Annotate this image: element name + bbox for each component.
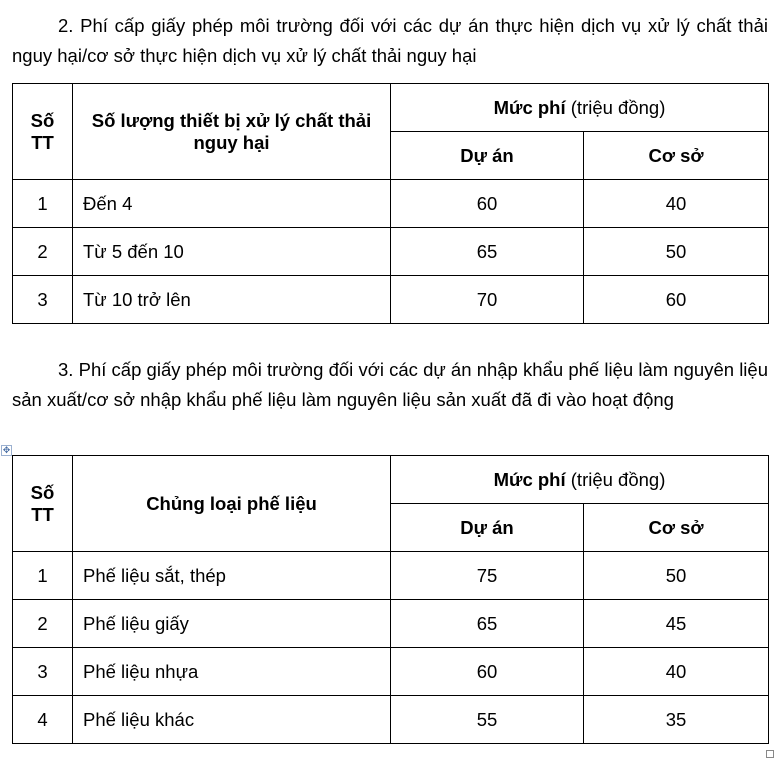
header-fee-unit: (triệu đồng) — [570, 96, 666, 118]
header-facility: Cơ sở — [584, 504, 769, 552]
cell-item: Phế liệu nhựa — [73, 648, 391, 696]
table-row — [13, 600, 769, 648]
cell-stt: 1 — [13, 552, 73, 600]
section-3-text: 3. Phí cấp giấy phép môi trường đối với các dự án nhập khẩu phế liệu làm nguyên liệu sản xuất/cơ sở nhập khẩu phế liệu làm nguyên liệu sản xuất đã đi vào hoạt động — [12, 358, 768, 410]
header-project: Dự án — [391, 132, 584, 180]
header-stt: Số TT — [13, 84, 73, 180]
header-fee-label: Mức phí — [493, 468, 566, 490]
header-fee — [391, 456, 769, 504]
header-fee-unit: (triệu đồng) — [570, 468, 666, 490]
cell-stt: 1 — [13, 180, 73, 228]
cell-project: 75 — [391, 552, 584, 600]
section-2-text: 2. Phí cấp giấy phép môi trường đối với các dự án thực hiện dịch vụ xử lý chất thải nguy hại/cơ sở thực hiện dịch vụ xử lý chất thải nguy hại — [12, 14, 768, 66]
cell-facility: 40 — [584, 180, 769, 228]
cell-project: 65 — [391, 228, 584, 276]
section-2-paragraph — [12, 11, 768, 71]
cell-facility: 50 — [584, 552, 769, 600]
cell-stt: 4 — [13, 696, 73, 744]
cell-project: 55 — [391, 696, 584, 744]
cell-item: Phế liệu giấy — [73, 600, 391, 648]
cell-facility: 45 — [584, 600, 769, 648]
cell-project: 65 — [391, 600, 584, 648]
fee-table-scrap-import — [12, 455, 769, 744]
header-fee — [391, 84, 769, 132]
cell-project: 60 — [391, 180, 584, 228]
cell-facility: 35 — [584, 696, 769, 744]
header-item: Số lượng thiết bị xử lý chất thải nguy hại — [73, 84, 391, 180]
cell-project: 60 — [391, 648, 584, 696]
header-fee-label: Mức phí — [493, 96, 566, 118]
section-3-paragraph — [12, 355, 768, 415]
cell-stt: 2 — [13, 228, 73, 276]
cell-item: Từ 10 trở lên — [73, 276, 391, 324]
cell-item: Đến 4 — [73, 180, 391, 228]
cell-stt: 3 — [13, 276, 73, 324]
table-move-handle-icon[interactable]: ✥ — [2, 445, 11, 455]
cell-facility: 40 — [584, 648, 769, 696]
header-item: Chủng loại phế liệu — [73, 456, 391, 552]
table-row — [13, 276, 769, 324]
table-resize-handle[interactable] — [766, 750, 774, 758]
fee-table-hazardous-waste — [12, 83, 769, 324]
table-row — [13, 180, 769, 228]
cell-item: Phế liệu sắt, thép — [73, 552, 391, 600]
table-row — [13, 696, 769, 744]
cell-item: Phế liệu khác — [73, 696, 391, 744]
cell-project: 70 — [391, 276, 584, 324]
cell-facility: 60 — [584, 276, 769, 324]
cell-stt: 2 — [13, 600, 73, 648]
table-row — [13, 228, 769, 276]
cell-item: Từ 5 đến 10 — [73, 228, 391, 276]
cell-stt: 3 — [13, 648, 73, 696]
cell-facility: 50 — [584, 228, 769, 276]
header-project: Dự án — [391, 504, 584, 552]
header-stt: Số TT — [13, 456, 73, 552]
header-facility: Cơ sở — [584, 132, 769, 180]
table-row — [13, 552, 769, 600]
table-row — [13, 648, 769, 696]
